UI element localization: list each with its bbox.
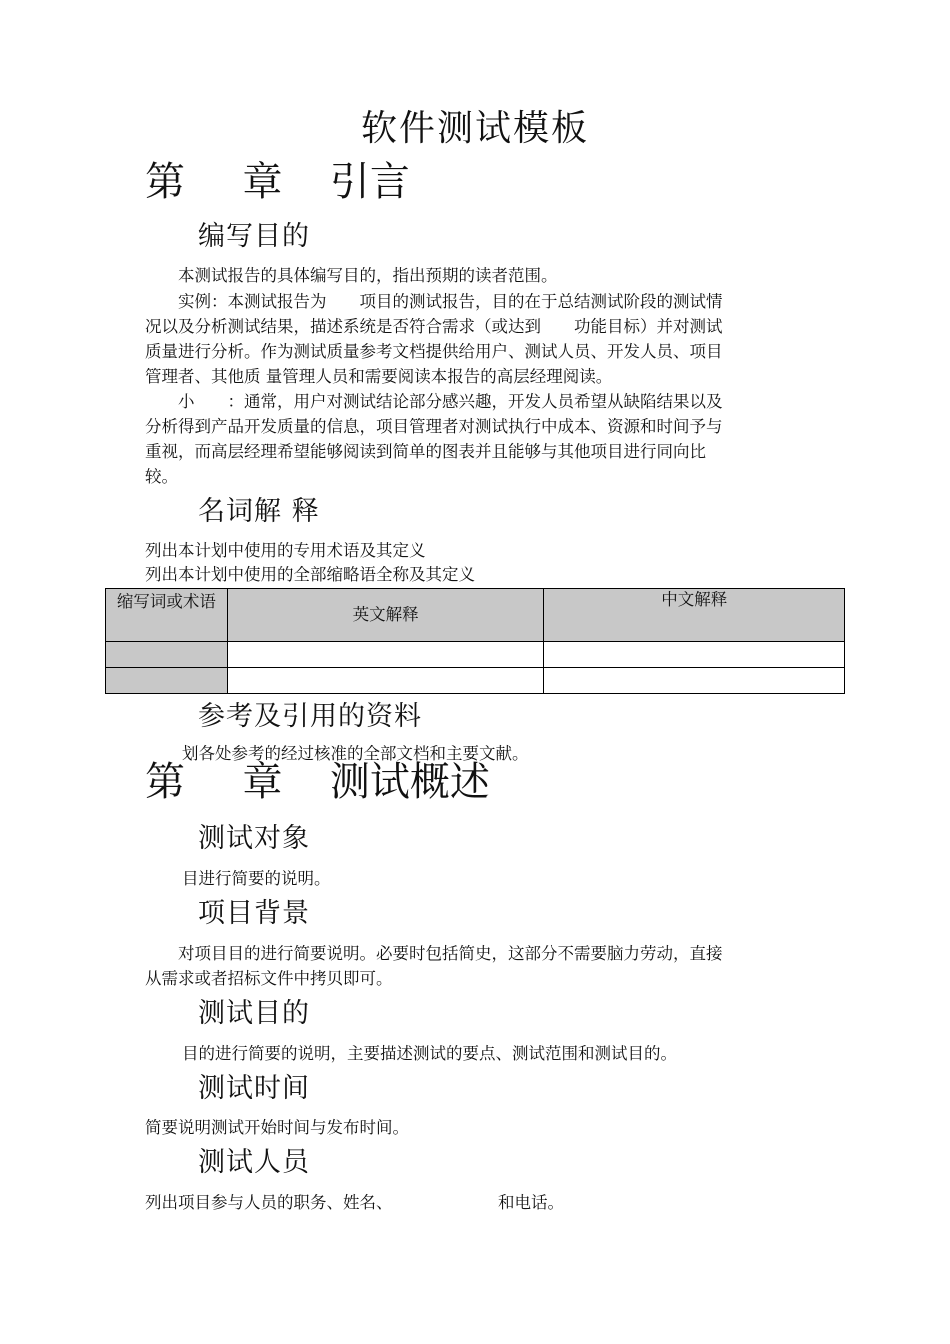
- table-cell[interactable]: [227, 642, 544, 668]
- purpose-example-line-4: 管理者、其他质 量管理人员和需要阅读本报告的高层经理阅读。: [145, 367, 613, 386]
- terms-table-header-row: [106, 589, 845, 642]
- table-cell[interactable]: [544, 642, 845, 668]
- chapter-2-suffix: 章: [242, 759, 283, 805]
- chapter-1-heading: [145, 150, 410, 207]
- chapter-2-heading: [145, 750, 490, 807]
- table-cell[interactable]: [227, 668, 544, 694]
- section-terms-heading: 名词解 释: [198, 496, 320, 527]
- people-paragraph-part-2: 和电话。: [498, 1193, 564, 1212]
- terms-table: [105, 588, 845, 694]
- background-line-2: 从需求或者招标文件中拷贝即可。: [145, 969, 393, 988]
- document-title: 软件测试模板: [361, 108, 590, 149]
- background-line-1: 对项目目的进行简要说明。必要时包括简史，这部分不需要脑力劳动，直接: [178, 944, 723, 963]
- purpose-example-line-3: 质量进行分析。作为测试质量参考文档提供给用户、测试人员、开发人员、项目: [145, 342, 723, 361]
- chapter-1-prefix: 第: [145, 159, 185, 205]
- goal-paragraph: 目的进行简要的说明，主要描述测试的要点、测试范围和测试目的。: [182, 1044, 677, 1063]
- terms-table-header-chinese: 中文解释: [544, 589, 845, 642]
- table-cell[interactable]: [106, 642, 228, 668]
- chapter-1-title: 引言: [329, 159, 410, 205]
- chapter-1-suffix: 章: [242, 159, 283, 205]
- chapter-2-prefix: 第: [145, 759, 185, 805]
- time-paragraph: 简要说明测试开始时间与发布时间。: [145, 1118, 409, 1137]
- terms-table-header-abbr: 缩写词或术语: [106, 589, 228, 642]
- purpose-note-line-1: 小 ：通常，用户对测试结论部分感兴趣，开发人员希望从缺陷结果以及: [178, 392, 723, 411]
- section-object-heading: 测试对象: [198, 823, 310, 854]
- terms-line-2: 列出本计划中使用的全部缩略语全称及其定义: [145, 565, 475, 584]
- section-people-heading: 测试人员: [198, 1147, 310, 1178]
- table-row: [106, 642, 845, 668]
- table-cell[interactable]: [106, 668, 228, 694]
- purpose-note-line-4: 较。: [145, 467, 178, 486]
- section-background-heading: 项目背景: [198, 898, 310, 929]
- table-cell[interactable]: [544, 668, 845, 694]
- purpose-note-line-3: 重视，而高层经理希望能够阅读到简单的图表并且能够与其他项目进行同向比: [145, 442, 706, 461]
- purpose-paragraph-1: 本测试报告的具体编写目的，指出预期的读者范围。: [178, 266, 558, 285]
- terms-table-header-english: 英文解释: [227, 589, 544, 642]
- purpose-example-line-2: 况以及分析测试结果，描述系统是否符合需求（或达到 功能目标）并对测试: [145, 317, 723, 336]
- object-paragraph: 目进行简要的说明。: [182, 869, 331, 888]
- purpose-note-line-2: 分析得到产品开发质量的信息，项目管理者对测试执行中成本、资源和时间予与: [145, 417, 723, 436]
- section-references-heading: 参考及引用的资料: [198, 701, 422, 732]
- terms-line-1: 列出本计划中使用的专用术语及其定义: [145, 541, 426, 560]
- section-goal-heading: 测试目的: [198, 998, 310, 1029]
- section-time-heading: 测试时间: [198, 1073, 310, 1104]
- references-paragraph: 划各处参考的经过核准的全部文档和主要文献。: [182, 744, 529, 763]
- table-row: [106, 668, 845, 694]
- purpose-example-line-1: 实例：本测试报告为 项目的测试报告，目的在于总结测试阶段的测试情: [178, 292, 723, 311]
- chapter-2-title: 测试概述: [329, 759, 490, 805]
- people-paragraph-part-1: 列出项目参与人员的职务、姓名、: [145, 1193, 393, 1212]
- section-purpose-heading: 编写目的: [198, 221, 310, 252]
